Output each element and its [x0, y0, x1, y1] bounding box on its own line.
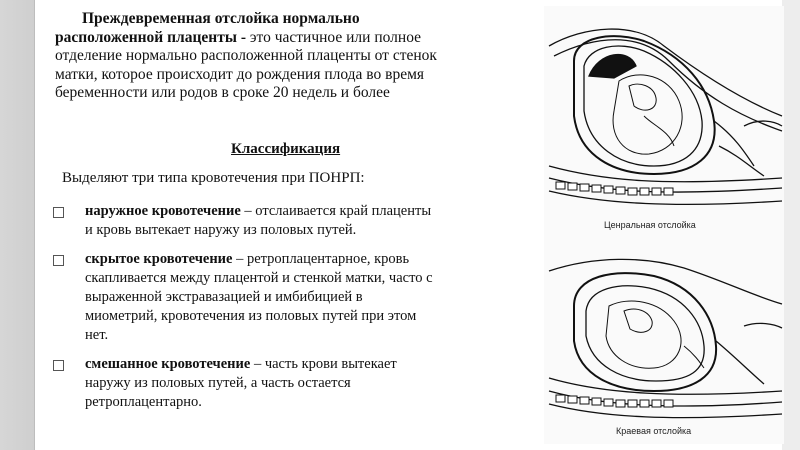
- slide-right-frame: [782, 0, 800, 450]
- anatomy-illustrations: [544, 6, 784, 444]
- slide: [35, 0, 782, 450]
- spine-vertebrae-bottom: [556, 395, 673, 407]
- definition-title-line1: Преждевременная отслойка нормально: [82, 10, 360, 27]
- list-item-external: [53, 202, 543, 240]
- checkbox-bullet-icon: [53, 360, 64, 371]
- anatomy-illustration-svg: [544, 6, 784, 444]
- definition-text-line4: матки, которое происходит до рождения плода во время: [55, 65, 425, 83]
- list-item-mixed: [53, 355, 543, 412]
- definition-text-line2: это частичное или полное: [246, 28, 422, 46]
- bullet-text: нет.: [85, 327, 109, 343]
- bottom-figure-caption: Краевая отслойка: [616, 426, 692, 436]
- bullet-text: наружу из половых путей, а часть остается: [85, 375, 351, 391]
- definition-text-line3: отделение нормально расположенной плаценты от стенок: [55, 47, 437, 64]
- checkbox-bullet-icon: [53, 255, 64, 266]
- bullet-text: – часть крови вытекает: [250, 356, 397, 372]
- slide-left-frame: [0, 0, 34, 450]
- bullet-term: наружное кровотечение: [85, 203, 241, 219]
- bullet-text: выраженной экстравазацией и имбибицией в: [85, 289, 363, 305]
- classification-lead: Выделяют три типа кровотечения при ПОНРП:: [62, 170, 365, 186]
- definition-text-line5: беременности или родов в сроке 20 недель и более: [55, 84, 390, 101]
- checkbox-bullet-icon: [53, 207, 64, 218]
- bullet-text: и кровь вытекает наружу из половых путей.: [85, 222, 357, 238]
- bullet-term: смешанное кровотечение: [85, 356, 251, 372]
- bleeding-types-list: [53, 202, 543, 422]
- bullet-text: – отслаивается край плаценты: [240, 203, 432, 219]
- list-item-hidden: [53, 250, 543, 345]
- definition-title-line2: расположенной плаценты -: [55, 28, 246, 46]
- definition-paragraph: [55, 10, 560, 103]
- bullet-text: ретроплацентарно.: [85, 394, 202, 410]
- bullet-text: скапливается между плацентой и стенкой матки, часто с: [85, 270, 433, 286]
- spine-vertebrae-top: [556, 182, 673, 195]
- marginal-abruption-illustration: [549, 259, 782, 417]
- classification-heading: Классификация: [231, 141, 341, 157]
- bullet-text: – ретроплацентарное, кровь: [232, 251, 410, 267]
- bullet-text: миометрий, кровотечения из половых путей при этом: [85, 308, 417, 324]
- bullet-term: скрытое кровотечение: [85, 251, 233, 267]
- top-figure-caption: Ценральная отслойка: [604, 220, 696, 230]
- central-abruption-illustration: [549, 29, 782, 204]
